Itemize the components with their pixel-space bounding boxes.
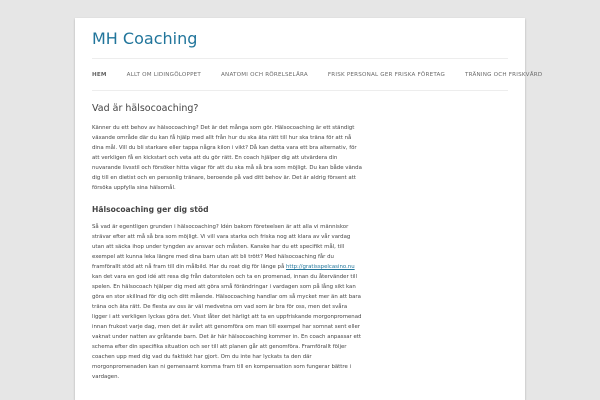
main-navigation	[92, 58, 543, 91]
nav-item-lidingoloppet[interactable]: ALLT OM LIDINGÖLOPPET	[126, 71, 202, 78]
page-container	[75, 18, 543, 400]
main-content	[92, 103, 362, 394]
site-title-link[interactable]: MH Coaching	[92, 29, 198, 48]
casino-link[interactable]: http://gratisspelcasino.nu	[285, 264, 355, 270]
nav-item-hem[interactable]: HEM	[92, 71, 107, 78]
article-paragraph-2	[92, 222, 362, 382]
nav-item-frisk-personal[interactable]: FRISK PERSONAL GER FRISKA FÖRETAG	[327, 71, 445, 78]
nav-item-traning[interactable]: TRÄNING OCH FRISKVÅRD	[464, 71, 543, 78]
article-subheading: Hälsocoaching ger dig stöd	[92, 205, 209, 214]
paragraph-2-text-end: kan det vara en god idé att resa dig från datorstolen och ta en promenad, innan du återvänder till spelen. En hälsocoach hjälper dig med att göra små förändringar i vardagen som på lång sikt kan göra en stor skillnad för dig och ditt mående. Hälsocoaching handlar om så mycket mer än att bara träna och äta rätt. De flesta av oss är väl medvetna om vad som är bra för oss, men det svåra ligger i att verkligen lyckas göra det. Visst låter det härligt att ta en uppfriskande morgonpromenad innan frukost varje dag, men det är svårt att genomföra om man till exempel har somnat sent eller vaknat under natten av gråtande barn. Det är här hälsocoaching kommer in. En coach anpassar ett schema efter din specifika situation och ser till att planen går att genomföra. Framförallt följer coachen upp med dig vad du faktiskt har gjort. Om du inte har lyckats ta den där morgonpromenaden kan ni gemensamt komma fram till en kompensation som fungerar bättre i vardagen.	[92, 274, 362, 380]
paragraph-2-text-start: Så vad är egentligen grunden i hälsocoaching? Idén bakom företeelsen är att alla vi människor strävar efter att må så bra som möjligt. Vi vill vara starka och friska nog att klara av vår vardag utan att säcka ihop under tyngden av ansvar och måsten. Kanske har du ett specifikt mål, till exempel att kunna leka längre med dina barn utan att bli trött? Med hälsocoaching får du framförallt stöd att nå fram till din målbild. Har du roat dig för länge på	[92, 224, 351, 270]
article-paragraph-1: Känner du ett behov av hälsocoaching? Det är det många som gör. Hälsocoaching är ett ständigt växande område där du kan få hjälp med allt från hur du ska äta rätt till hur ska träna för att nå dina mål. Vill du bli starkare eller tappa några kilon i vikt? Då kan detta vara ett bra alternativ, för att verkligen få en kickstart och veta att du gör rätt. En coach hjälper dig att utvärdera din nuvarande livsstil och försöker hitta vägar för att du ska må så bra som möjligt. Du kan både vända dig till en dietist och en personlig tränare, beroende på vad ditt behov är. Det är aldrig försent att försöka uppfylla sina hälsomål.	[92, 125, 362, 191]
article-title: Vad är hälsocoaching?	[92, 103, 199, 114]
nav-item-anatomi[interactable]: ANATOMI OCH RÖRELSELÄRA	[221, 71, 308, 78]
